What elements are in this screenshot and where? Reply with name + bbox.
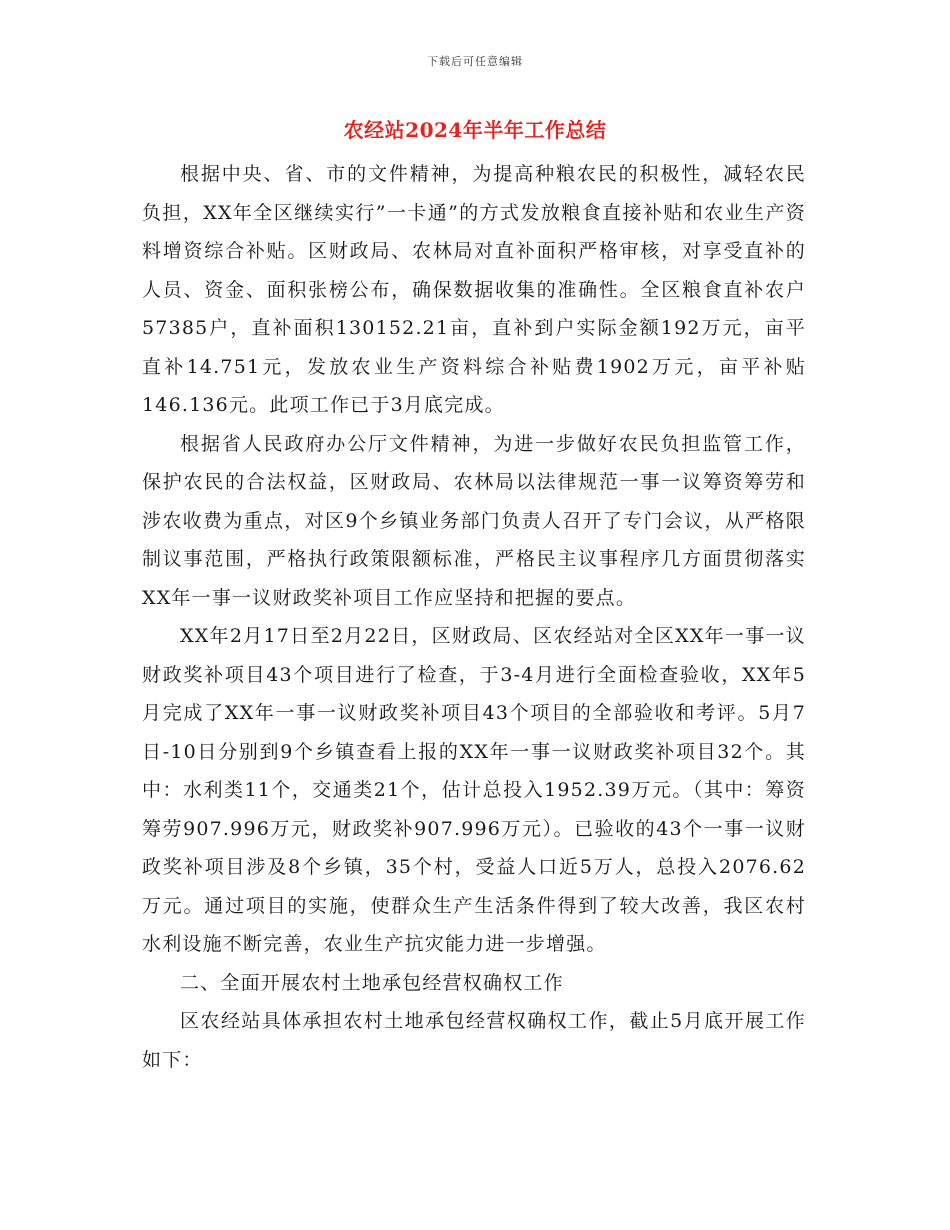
paragraph-reward-projects: XX年2月17日至2月22日，区财政局、区农经站对全区XX年一事一议财政奖补项目43个项目进行了检查，于3-4月进行全面检查验收，XX年5月完成了XX年一事一议财政奖补项目43个项目的全部验收和考评。5月7日-10日分别到9个乡镇查看上报的XX年一事一议财政奖补项目32个。其中：水利类11个，交通类21个，估计总投入1952.39万元。（其中：筹资筹劳907.996万元，财政奖补907.996万元）。已验收的43个一事一议财政奖补项目涉及8个乡镇，35个村，受益人口近5万人，总投入2076.62万元。通过项目的实施，使群众生产生活条件得到了较大改善，我区农村水利设施不断完善，农业生产抗灾能力进一步增强。 [142,625,806,955]
paragraph-farmer-burden: 根据省人民政府办公厅文件精神，为进一步做好农民负担监管工作，保护农民的合法权益，区财政局、农林局以法律规范一事一议筹资筹劳和涉农收费为重点，对区9个乡镇业务部门负责人召开了专门会议，从严格限制议事范围，严格执行政策限额标准，严格民主议事程序几方面贯彻落实XX年一事一议财政奖补项目工作应坚持和把握的要点。 [142,432,806,609]
document-title: 农经站2024年半年工作总结 [343,118,607,142]
paragraph-land-rights: 区农经站具体承担农村土地承包经营权确权工作，截止5月底开展工作如下： [142,1010,806,1071]
page-header-note: 下载后可任意编辑 [427,55,523,68]
section-heading-land-rights: 二、全面开展农村土地承包经营权确权工作 [180,971,564,994]
paragraph-grain-subsidy: 根据中央、省、市的文件精神，为提高种粮农民的积极性，减轻农民负担，XX年全区继续实行”一卡通”的方式发放粮食直接补贴和农业生产资料增资综合补贴。区财政局、农林局对直补面积严格审核，对享受直补的人员、资金、面积张榜公布，确保数据收集的准确性。全区粮食直补农户57385户，直补面积130152.21亩，直补到户实际金额192万元，亩平直补14.751元，发放农业生产资料综合补贴费1902万元，亩平补贴146.136元。此项工作已于3月底完成。 [142,163,806,416]
document-body [142,155,806,1079]
